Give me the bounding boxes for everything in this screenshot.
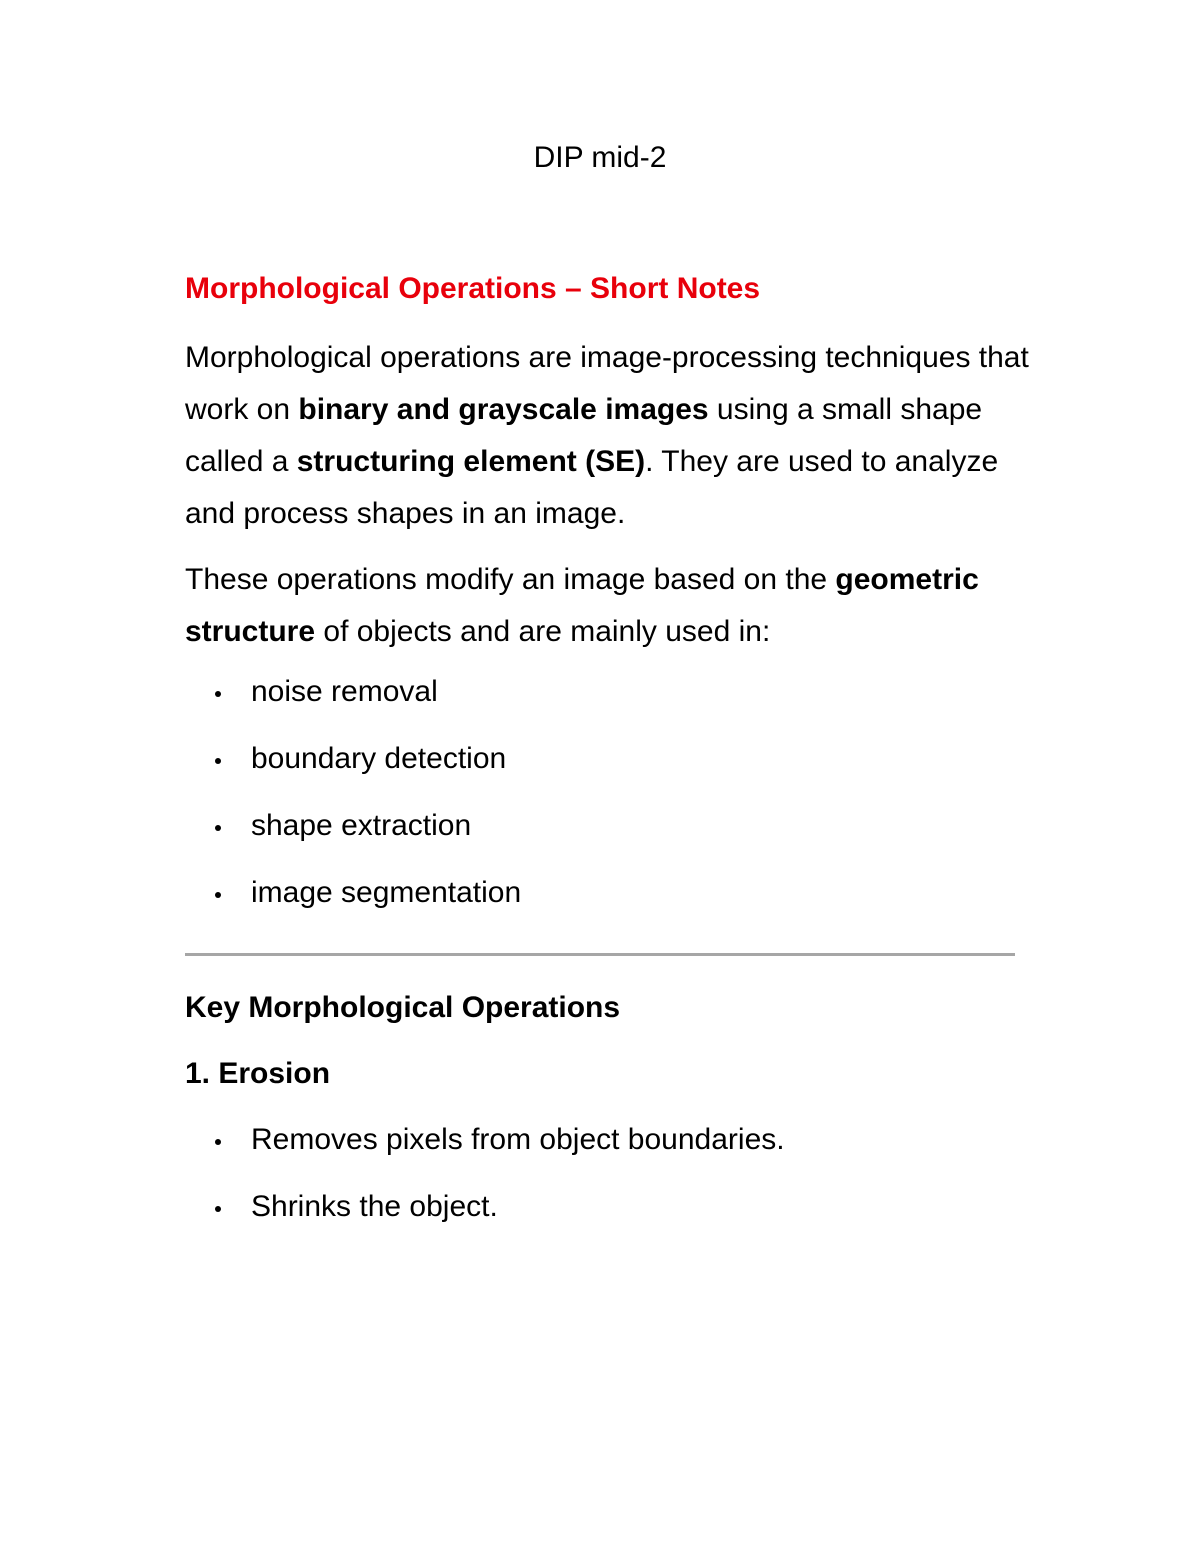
bullet-icon [215,825,221,831]
erosion-heading: 1. Erosion [185,1057,331,1090]
list-item-text: image segmentation [251,876,522,909]
list-item [185,739,1035,779]
list-item [185,1120,1035,1160]
list-item [185,672,1035,712]
bullet-icon [215,1139,221,1145]
intro-text-2: using a small shape called a [185,393,983,478]
section-heading: Morphological Operations – Short Notes [185,272,761,305]
bullet-icon [215,892,221,898]
intro-paragraph [185,332,1035,540]
intro-bold-1: binary and grayscale images [298,393,709,426]
list-item-text: noise removal [251,675,438,708]
document-body [185,268,1035,1254]
list-item-text: Removes pixels from object boundaries. [251,1123,785,1156]
uses-list [185,672,1035,913]
list-item [185,1187,1035,1227]
list-item-text: shape extraction [251,809,472,842]
horizontal-divider [185,953,1015,956]
list-item-text: Shrinks the object. [251,1190,498,1223]
list-item [185,873,1035,913]
usage-text-2: of objects and are mainly used in: [315,615,771,648]
list-item-text: boundary detection [251,742,507,775]
bullet-icon [215,691,221,697]
bullet-icon [215,758,221,764]
bullet-icon [215,1206,221,1212]
intro-bold-2: structuring element (SE) [296,445,646,478]
list-item [185,806,1035,846]
intro-text-1: Morphological operations are image-processing techniques that work on [185,341,1029,426]
page-title: DIP mid-2 [533,141,667,174]
intro-text-3: . They are used to analyze and process shapes in an image. [185,445,999,530]
key-operations-heading: Key Morphological Operations [185,991,621,1024]
usage-text-1: These operations modify an image based on the [185,563,836,596]
erosion-list [185,1120,1035,1227]
usage-paragraph [185,554,1035,658]
usage-bold-1: geometric structure [185,563,979,648]
